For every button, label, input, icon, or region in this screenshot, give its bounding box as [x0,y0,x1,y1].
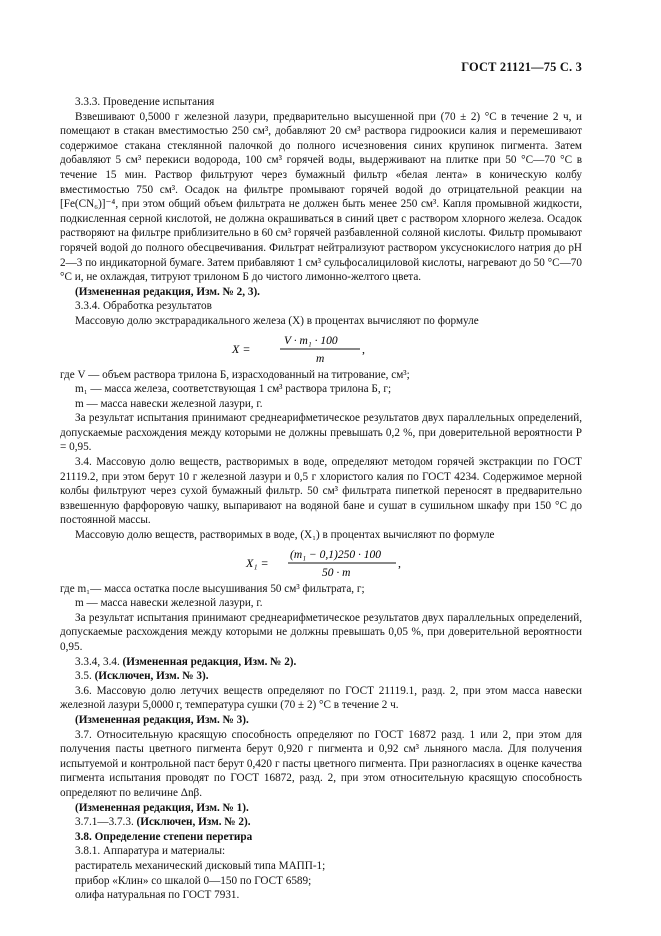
section-number: 3.7.1—3.7.3. [75,816,137,829]
section-3-3-4-heading: 3.3.4. Обработка результатов [75,300,212,313]
formula-tail: , [398,555,401,570]
amendment-line [60,655,582,670]
formula-denominator: m [316,352,325,365]
amendment-note: (Измененная редакция, Изм. № 2). [122,655,297,668]
section-3-3-3-text: Взвешивают 0,5000 г железной лазури, предварительно высушенной при (70 ± 2) °С в течение 2 ч, и помещают в стакан вместимостью 250 см³, добавляют 20 см³ раствора гидроокиси калия и перемешивают содержимое стакана стеклянной палочкой до полного исчезновения синих крупинок пигмента. Затем добавляют 5 см³ перекиси водорода, 100 см³ горячей воды, выдерживают на плитке при 50 °С—70 °С в течение 15 мин. Раствор фильтруют через бумажный фильтр «белая лента» в коническую колбу вместимостью 750 см³. Осадок на фильтре промывают горячей водой до отрицательной реакции на [Fe(CN₆)]⁻⁴, при этом общий объем фильтрата не должен быть менее 250 см³. Капля промывной жидкости, подкисленная серной кислотой, не должна окрашиваться в синий цвет с раствором хлорного железа. Осадок растворяют на фильтре приблизительно в 60 см³ горячей разбавленной соляной кислоты. Фильтр промывают горячей водой до полного обесцвечивания. Фильтрат нейтрализуют раствором уксуснокислого натрия до pH 2—3 по индикаторной бумаге. Затем прибавляют 1 см³ сульфосалициловой кислоты, нагревают до 50 °С—70 °С и, не охлаждая, титруют трилоном Б до чистого лимонно-желтого цвета. [60,110,582,284]
list-item: растиратель механический дисковый типа МАПП-1; [75,859,326,872]
section-3-5 [60,669,582,684]
amendment-ref: 3.3.4, 3.4. [75,655,123,668]
result-paragraph: За результат испытания принимают среднеарифметическое результатов двух параллельных определений, допускаемые расхождения между которыми не должны превышать 0,05 %, при доверительной вероятности 0,95. [60,611,582,653]
result-paragraph: За результат испытания принимают среднеарифметическое результатов двух параллельных определений, допускаемые расхождения между которыми не должны превышать 0,2 %, при доверительной вероятности P = 0,95. [60,412,582,454]
formula-x [60,331,582,365]
amendment-note: (Измененная редакция, Изм. № 3). [75,713,249,726]
section-3-8-heading: 3.8. Определение степени перетира [75,830,253,843]
list-item: прибор «Клин» со шкалой 0—150 по ГОСТ 6589; [75,874,312,887]
section-3-7-1 [60,815,582,830]
section-3-4-text: 3.4. Массовую долю веществ, растворимых в воде, определяют методом горячей экстракции по ГОСТ 21119.2, при этом берут 10 г железной лазури и 0,5 г хлористого калия по ГОСТ 4234. Содержимое мерной колбы фильтруют через сухой бумажный фильтр. 50 см³ фильтрата пипеткой переносят в предварительно взвешенную фарфоровую чашку, выпаривают на водяной бане и сушат в сушильном шкафу при 150 °С до постоянной массы. [60,456,582,527]
exclusion-note: (Исключен, Изм. № 3). [94,670,209,683]
formula-x1 [60,545,582,579]
where-line-2: m₁ — масса железа, соответствующая 1 см³ раствора трилона Б, г; [75,383,392,396]
where-line-1: где m₁— масса остатка после высушивания 50 см³ фильтрата, г; [60,582,365,595]
section-number: 3.5. [75,670,95,683]
formula-numerator: V · m₁ · 100 [284,334,338,347]
formula-x-graphic [232,331,432,365]
where-line-3: m — масса навески железной лазури, г. [75,397,263,410]
where-line-1: где V — объем раствора трилона Б, израсходованный на титрование, см³; [60,368,410,381]
section-3-8-1-heading: 3.8.1. Аппаратура и материалы: [75,845,226,858]
list-item: олифа натуральная по ГОСТ 7931. [75,889,240,902]
section-3-3-3-heading: 3.3.3. Проведение испытания [75,96,215,108]
section-3-7-text: 3.7. Относительную красящую способность определяют по ГОСТ 16872 разд. 1 или 2, при этом для получения пасты цветного пигмента берут 0,920 г пигмента и 0,92 см³ льняного масла. Для получения испытуемой и контрольной паст берут 0,420 г пасты цветного пигмента. При разногласиях в оценке качества пигмента испытания проводят по ГОСТ 16872, разд. 2, при этом относительную красящую способность определяют по величине Δnβ. [60,728,582,799]
formula-intro: Массовую долю экстрарадикального железа (X) в процентах вычисляют по формуле [75,314,479,327]
page-header: ГОСТ 21121—75 С. 3 [461,60,582,74]
formula-lhs: X₁ = [246,555,269,570]
formula-numerator: (m₁ − 0,1)250 · 100 [290,548,381,561]
amendment-note: (Измененная редакция, Изм. № 1). [75,801,249,814]
formula-x1-graphic [246,545,476,579]
section-3-6-text: 3.6. Массовую долю летучих веществ определяют по ГОСТ 21119.1, разд. 2, при этом масса навески железной лазури 5,0000 г, температура сушки (70 ± 2) °С в течение 2 ч. [60,684,582,712]
formula-denominator: 50 · m [322,566,351,579]
amendment-note: (Измененная редакция, Изм. № 2, 3). [75,285,260,298]
document-body [60,95,582,903]
formula-lhs: X = [232,341,251,356]
exclusion-note: (Исключен, Изм. № 2). [136,816,251,829]
formula-tail: , [362,341,365,356]
where-line-2: m — масса навески железной лазури, г. [75,597,263,610]
formula-intro-2: Массовую долю веществ, растворимых в воде, (X₁) в процентах вычисляют по формуле [75,529,495,542]
